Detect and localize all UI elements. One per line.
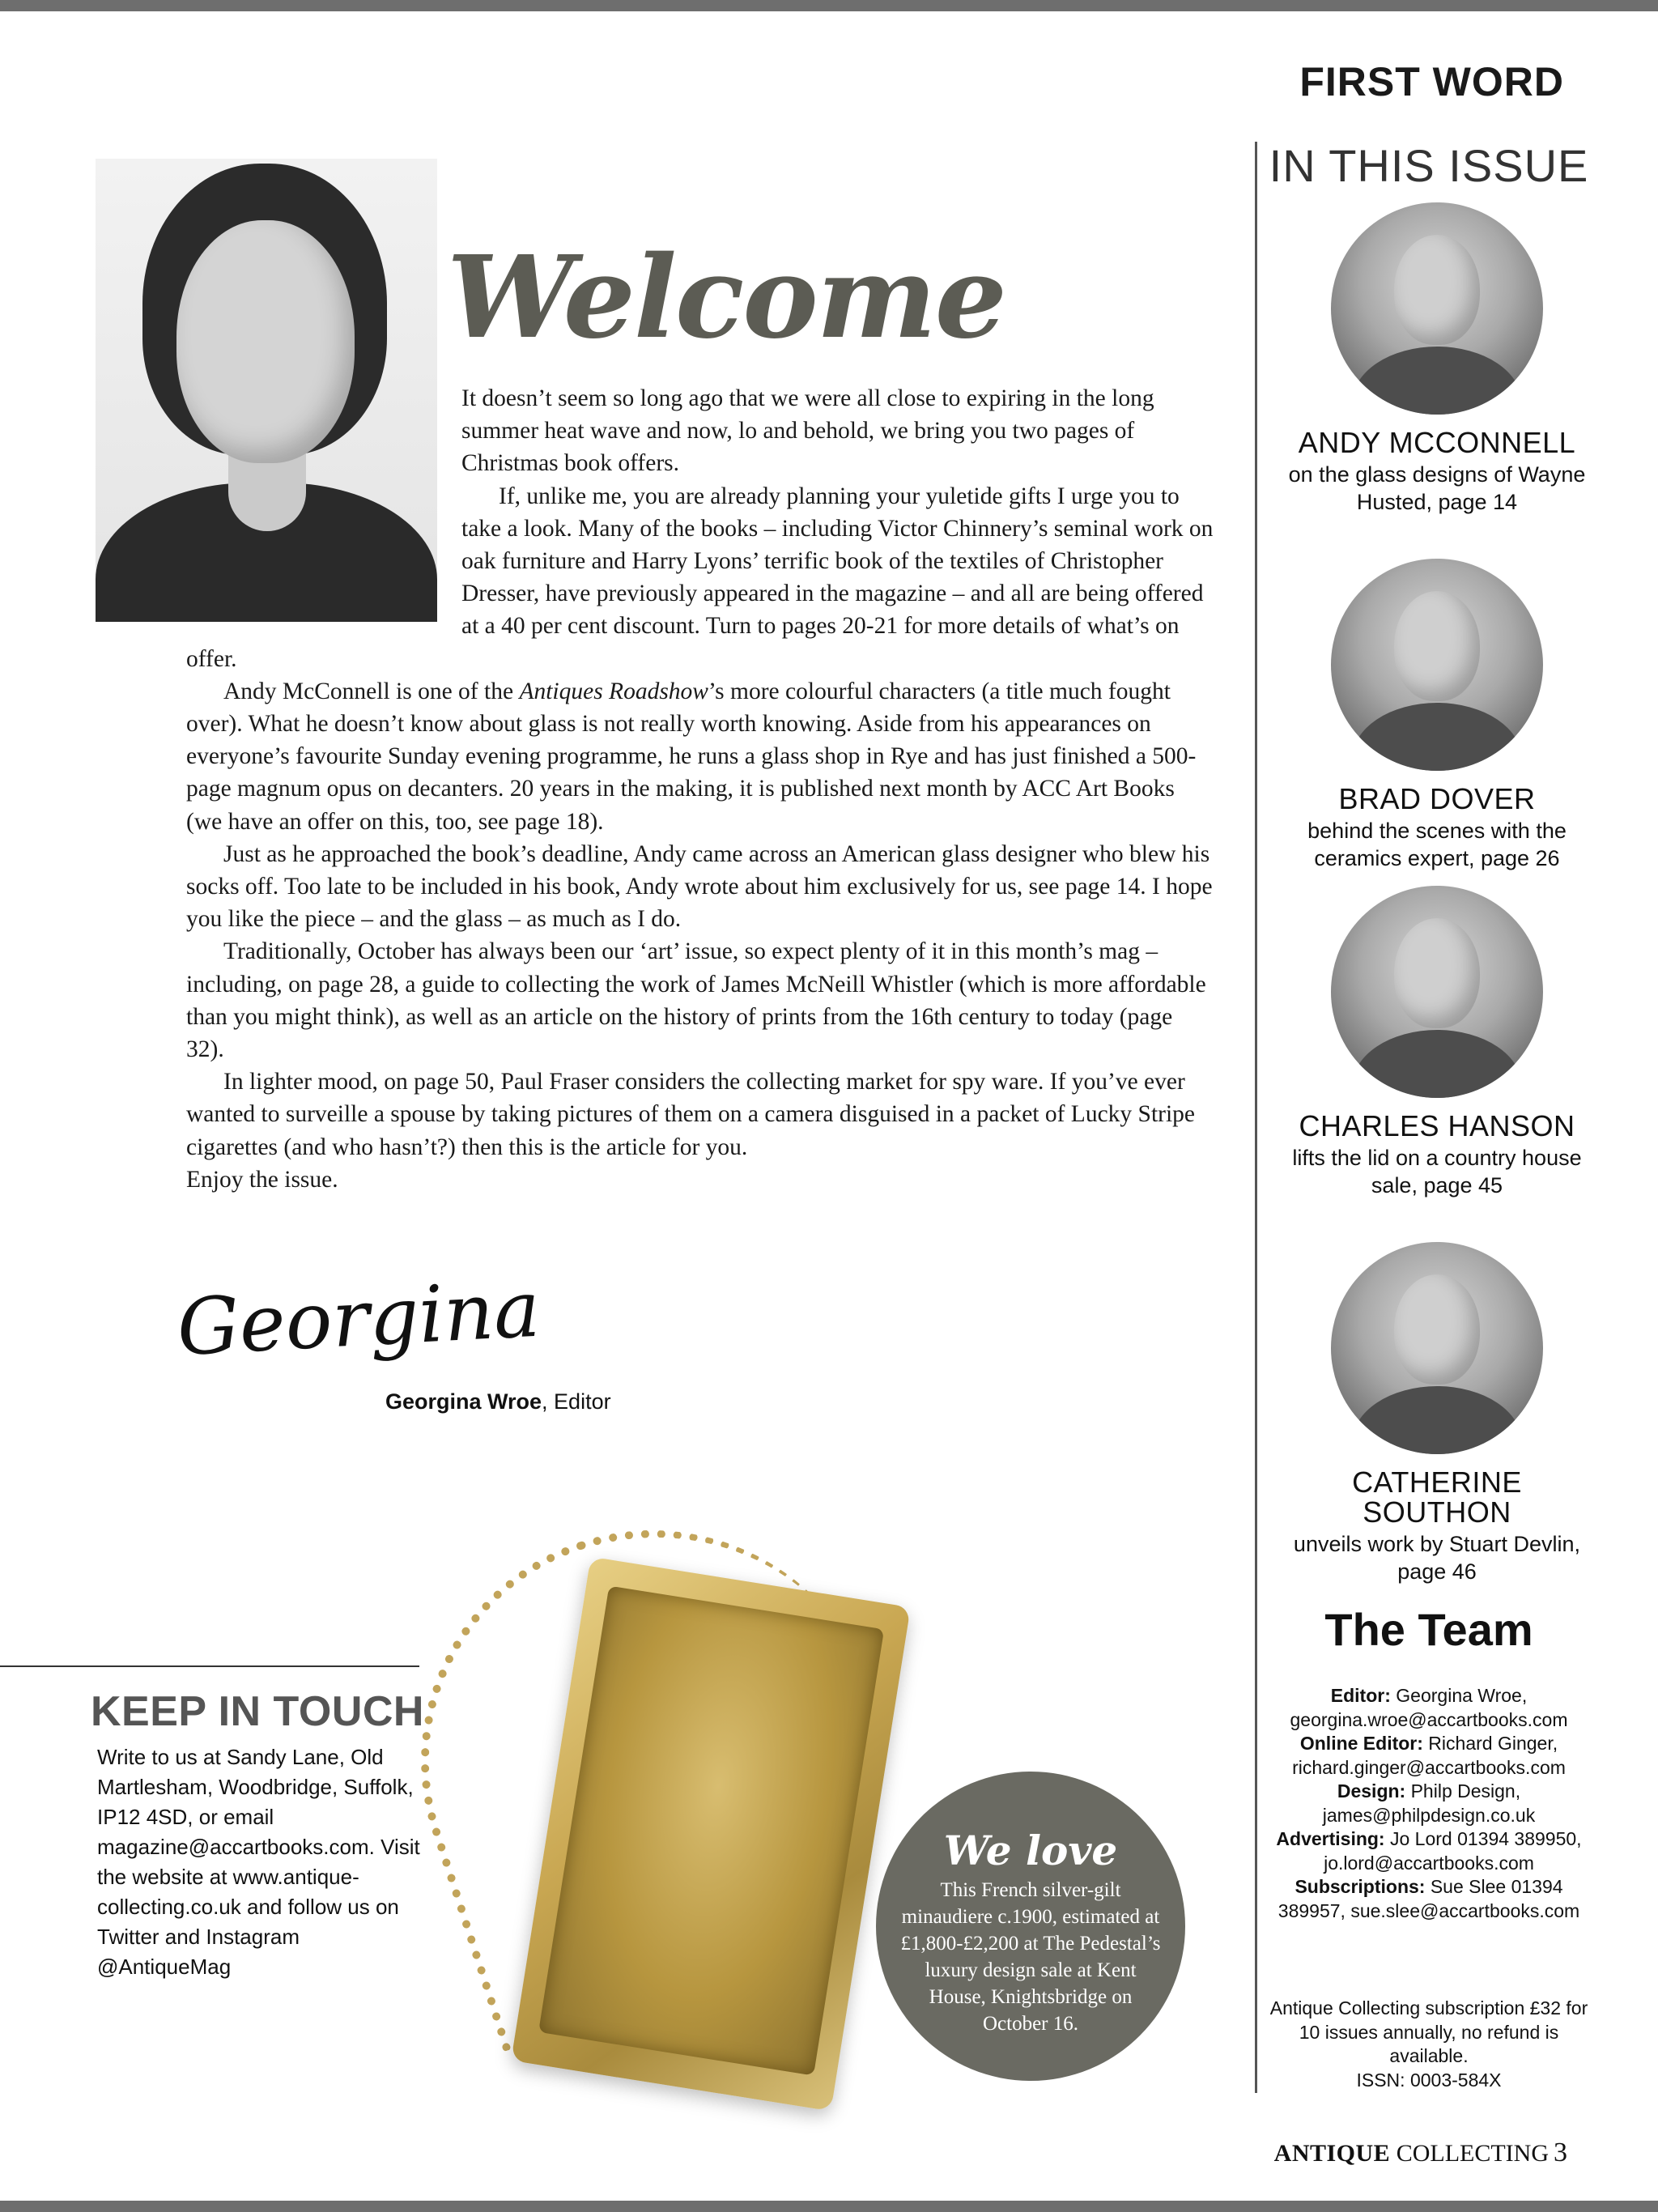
footer-brand-bold: ANTIQUE (1273, 2140, 1391, 2167)
issn: ISSN: 0003-584X (1356, 2069, 1502, 2091)
section-label: FIRST WORD (1299, 59, 1564, 104)
team-subscriptions-label: Subscriptions: (1295, 1876, 1426, 1897)
we-love-title: We love (943, 1827, 1118, 1874)
article-paragraph (186, 675, 1214, 838)
team-editor-label: Editor: (1330, 1685, 1391, 1706)
contributor-photo (1331, 202, 1543, 415)
contributor-desc: unveils work by Stuart Devlin, page 46 (1293, 1532, 1581, 1584)
editor-name: Georgina Wroe (385, 1389, 542, 1414)
contributor-andy-mcconnell (1275, 202, 1599, 516)
article-paragraph: Just as he approached the book’s deadline, Andy came across an American glass designer who blew his socks off. Too late to be included in his book, Andy wrote about him exclusively for us, see page 14. I hope you like the piece – and the glass – as much as I do. (186, 840, 1213, 933)
signature: Georgina (175, 1263, 542, 1373)
we-love-badge (876, 1772, 1185, 2081)
article-text: ’s more colourful characters (a title much fought over). What he doesn’t know about glass is not really worth knowing. Aside from his appearances on everyone’s favourite Sunday evening programme, he runs a glass shop in Rye and has just finished a 500-page magnum opus on decanters. 20 years in the making, it is published next month by ACC Art Books (we have an offer on this, too, see page 18). (186, 678, 1197, 835)
keep-in-touch-body: Write to us at Sandy Lane, Old Martlesham, Woodbridge, Suffolk, IP12 4SD, or email magazine@accartbooks.com. Visit the website at www.antique-collecting.co.uk and follow us on Twitter and Instagram @AntiqueMag (97, 1745, 420, 1979)
contributor-photo (1331, 1242, 1543, 1454)
article-body (186, 382, 1214, 1196)
article-paragraph: Enjoy the issue. (186, 1166, 338, 1193)
contributor-photo (1331, 886, 1543, 1098)
contributor-name: BRAD DOVER (1338, 782, 1536, 815)
contributor-photo (1331, 559, 1543, 771)
contributor-catherine-southon (1275, 1242, 1599, 1585)
team-subscriptions: Sue Slee 01394 389957, sue.slee@accartbooks.com (1278, 1876, 1580, 1921)
contributor-desc: on the glass designs of Wayne Husted, page 14 (1288, 462, 1586, 514)
team-design: Philp Design, james@philpdesign.co.uk (1322, 1780, 1536, 1826)
signature-caption (385, 1389, 611, 1414)
we-love-body: This French silver-gilt minaudiere c.1900, estimated at £1,800-£2,200 at The Pedestal’s luxury design sale at Kent House, Knightsbridge on October 16. (900, 1879, 1161, 2035)
contributor-desc: lifts the lid on a country house sale, page 45 (1292, 1146, 1582, 1197)
keep-in-touch-rule (0, 1665, 419, 1667)
team-advertising: Jo Lord 01394 389950, jo.lord@accartbooks.com (1324, 1828, 1582, 1874)
in-this-issue-title: IN THIS ISSUE (1269, 140, 1589, 191)
editor-role: , Editor (542, 1389, 611, 1414)
article-text-italic: Antiques Roadshow (519, 678, 708, 704)
article-title: Welcome (447, 232, 1005, 364)
article-paragraph: Traditionally, October has always been our ‘art’ issue, so expect plenty of it in this month’s mag – including, on page 28, a guide to collecting the work of James McNeill Whistler (which is more affordable than you might think), as well as an article on the history of prints from the 16th century to today (page 32). (186, 938, 1206, 1063)
contributor-charles-hanson (1275, 886, 1599, 1199)
team-online-label: Online Editor: (1299, 1733, 1423, 1754)
article-paragraph: In lighter mood, on page 50, Paul Fraser considers the collecting market for spy ware. If you’ve ever wanted to surveille a spouse by taking pictures of them on a camera disguised in a packet of Lucky Stripe cigarettes (and who hasn’t?) then this is the article for you. (186, 1069, 1196, 1160)
contributor-name: CHARLES HANSON (1299, 1109, 1575, 1142)
contributor-name: ANDY MCCONNELL (1298, 426, 1576, 459)
page-number: 3 (1554, 2138, 1567, 2167)
footer-brand-rest: COLLECTING (1390, 2140, 1549, 2167)
team-editor: Georgina Wroe, georgina.wroe@accartbooks.com (1290, 1685, 1568, 1730)
subscription-note: Antique Collecting subscription £32 for 10 issues annually, no refund is available. (1269, 1997, 1588, 2066)
top-border (0, 0, 1658, 11)
contributor-desc: behind the scenes with the ceramics expert, page 26 (1307, 819, 1567, 870)
team-online-editor: Richard Ginger, richard.ginger@accartbooks.com (1292, 1733, 1566, 1778)
subscription-info (1267, 1997, 1591, 2092)
keep-in-touch-title: KEEP IN TOUCH (91, 1688, 424, 1735)
bottom-border (0, 2201, 1658, 2212)
article-text: Andy McConnell is one of the (223, 678, 520, 704)
team-design-label: Design: (1337, 1780, 1406, 1802)
article-paragraph: If, unlike me, you are already planning your yuletide gifts I urge you to take a look. Many of the books – including Victor Chinnery’s seminal work on oak furniture and Harry Lyons’ terrific book of the textiles of Christopher Dresser, have previously appeared in the magazine – and all are being offered at a 40 per cent discount. Turn to pages 20-21 for more details of what’s on offer. (186, 483, 1214, 672)
team-advertising-label: Advertising: (1276, 1828, 1385, 1849)
team-title: The Team (1324, 1604, 1533, 1655)
page-footer (1274, 2138, 1567, 2168)
team-credits (1267, 1684, 1591, 1923)
contributor-name: CATHERINE SOUTHON (1352, 1465, 1522, 1529)
contributor-brad-dover (1275, 559, 1599, 872)
column-divider (1255, 142, 1257, 2093)
article-paragraph: It doesn’t seem so long ago that we were all close to expiring in the long summer heat wave and now, lo and behold, we bring you two pages of Christmas book offers. (461, 385, 1154, 477)
